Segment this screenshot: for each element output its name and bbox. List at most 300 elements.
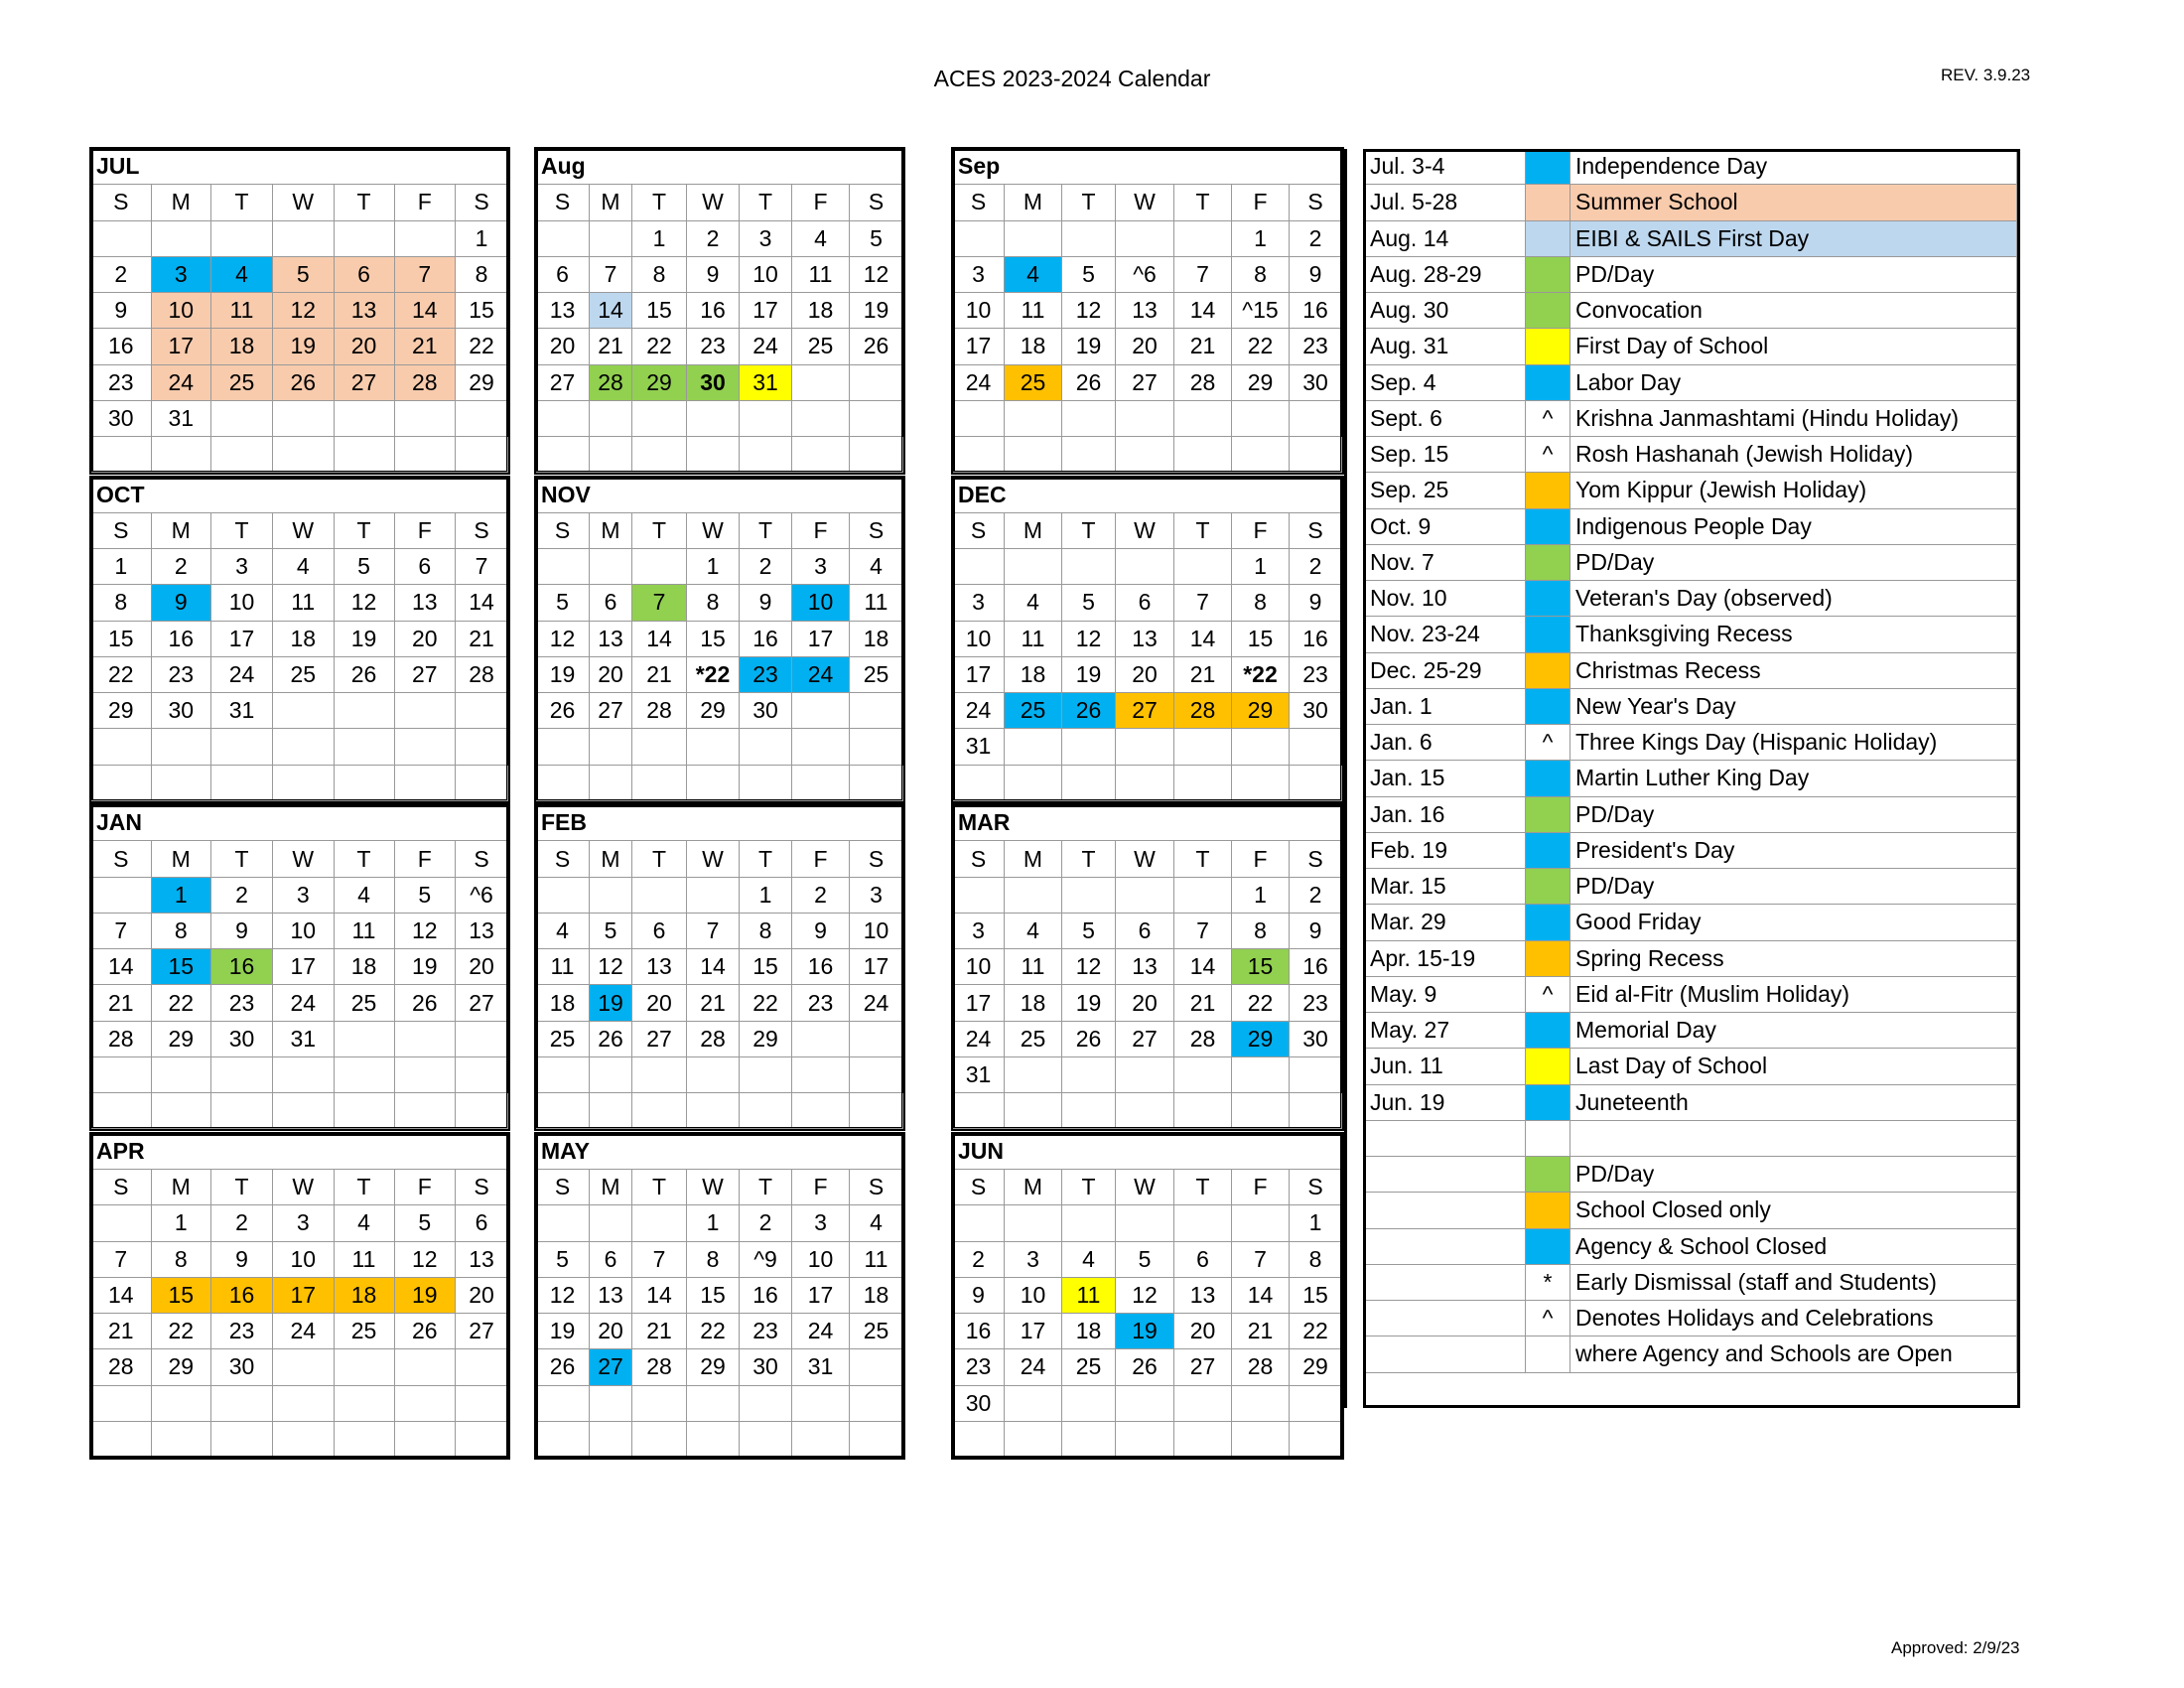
day-cell: 9 (953, 1278, 1005, 1314)
legend-date: Mar. 15 (1365, 869, 1526, 905)
day-cell: 29 (456, 365, 508, 401)
empty-cell (1005, 1422, 1062, 1458)
day-cell: 26 (850, 329, 903, 364)
day-cell: 9 (1290, 585, 1342, 621)
weekday-header: M (152, 841, 212, 877)
day-cell: ^15 (1232, 293, 1290, 329)
day-cell: 15 (456, 293, 508, 329)
empty-cell (91, 878, 152, 914)
day-cell: 5 (536, 1242, 590, 1278)
day-cell: 4 (536, 914, 590, 949)
weekday-header: W (273, 841, 335, 877)
day-cell: 24 (152, 365, 212, 401)
empty-cell (740, 1422, 792, 1458)
empty-cell (687, 1422, 740, 1458)
day-cell: 26 (395, 985, 457, 1021)
day-cell: 28 (395, 365, 457, 401)
day-cell: 16 (91, 329, 152, 364)
day-cell: 11 (211, 293, 273, 329)
day-cell: 18 (850, 1278, 903, 1314)
empty-cell (395, 1349, 457, 1385)
day-cell: 24 (850, 985, 903, 1021)
day-cell: 20 (1116, 329, 1174, 364)
day-cell: 21 (395, 329, 457, 364)
legend-date: Nov. 7 (1365, 545, 1526, 581)
day-cell: 1 (152, 1205, 212, 1241)
day-cell: 15 (152, 949, 212, 985)
day-cell: 2 (792, 878, 850, 914)
spacer-row (536, 1093, 903, 1129)
day-cell: 13 (590, 1278, 632, 1314)
day-cell: 2 (1290, 878, 1342, 914)
empty-cell (536, 1205, 590, 1241)
day-cell: 4 (850, 549, 903, 585)
day-cell: 9 (1290, 257, 1342, 293)
day-cell: 23 (792, 985, 850, 1021)
day-cell: 3 (273, 878, 335, 914)
spacer-row (953, 766, 1342, 801)
empty-cell (1116, 878, 1174, 914)
month-name: MAR (953, 805, 1342, 841)
day-cell: 13 (1174, 1278, 1232, 1314)
day-cell: 25 (1005, 1022, 1062, 1057)
month-name: MAY (536, 1134, 903, 1170)
day-cell: 28 (456, 657, 508, 693)
legend-date: Jan. 16 (1365, 797, 1526, 833)
day-cell: 9 (91, 293, 152, 329)
day-cell: 7 (590, 257, 632, 293)
legend-date: May. 27 (1365, 1013, 1526, 1049)
weekday-header: M (152, 1170, 212, 1205)
weekday-header: T (1062, 513, 1116, 549)
day-cell: 1 (1290, 1205, 1342, 1241)
spacer-row (536, 437, 903, 473)
empty-cell (687, 729, 740, 765)
day-cell: 15 (632, 293, 687, 329)
empty-cell (1232, 729, 1290, 765)
empty-cell (536, 401, 590, 437)
legend-date: Sept. 6 (1365, 401, 1526, 437)
day-cell: 17 (953, 657, 1005, 693)
empty-cell (1232, 1422, 1290, 1458)
empty-cell (335, 221, 395, 257)
day-cell: 20 (456, 949, 508, 985)
legend-color-swatch (1526, 1193, 1570, 1228)
day-cell: 23 (211, 985, 273, 1021)
day-cell: 31 (953, 1057, 1005, 1093)
day-cell: 31 (152, 401, 212, 437)
weekday-header: T (211, 513, 273, 549)
day-cell: 18 (850, 622, 903, 657)
weekday-header: M (590, 841, 632, 877)
day-cell: 29 (740, 1022, 792, 1057)
empty-cell (335, 1422, 395, 1458)
weekday-header: T (211, 1170, 273, 1205)
day-cell: 8 (1232, 257, 1290, 293)
day-cell: 8 (91, 585, 152, 621)
day-cell: 18 (273, 622, 335, 657)
empty-cell (953, 221, 1005, 257)
legend-color-swatch (1526, 1157, 1570, 1193)
spacer-row (91, 1093, 508, 1129)
weekday-header: S (91, 841, 152, 877)
month-name: JAN (91, 805, 508, 841)
empty-cell (273, 693, 335, 729)
day-cell: 20 (395, 622, 457, 657)
day-cell: 11 (850, 1242, 903, 1278)
empty-cell (536, 1422, 590, 1458)
empty-cell (335, 693, 395, 729)
legend-label: Indigenous People Day (1570, 509, 2017, 545)
day-cell: 8 (456, 257, 508, 293)
day-cell: 6 (1116, 585, 1174, 621)
day-cell: 27 (590, 693, 632, 729)
empty-cell (273, 1349, 335, 1385)
day-cell: 26 (1062, 693, 1116, 729)
weekday-header: S (850, 1170, 903, 1205)
empty-cell (792, 729, 850, 765)
day-cell: 5 (536, 585, 590, 621)
day-cell: 3 (152, 257, 212, 293)
day-cell: 5 (395, 878, 457, 914)
legend-label: Summer School (1570, 185, 2017, 220)
weekday-header: S (456, 185, 508, 220)
empty-cell (590, 1205, 632, 1241)
empty-cell (1005, 878, 1062, 914)
weekday-header: F (792, 841, 850, 877)
legend-date: Jul. 5-28 (1365, 185, 1526, 220)
weekday-header: F (792, 1170, 850, 1205)
empty-cell (536, 878, 590, 914)
day-cell: 1 (1232, 549, 1290, 585)
weekday-header: T (211, 185, 273, 220)
day-cell: 18 (536, 985, 590, 1021)
day-cell: 10 (273, 1242, 335, 1278)
empty-cell (1232, 1205, 1290, 1241)
weekday-header: W (273, 185, 335, 220)
weekday-header: W (687, 841, 740, 877)
day-cell: 9 (792, 914, 850, 949)
day-cell: 12 (850, 257, 903, 293)
empty-cell (152, 729, 212, 765)
day-cell: 3 (740, 221, 792, 257)
day-cell: 28 (1232, 1349, 1290, 1385)
legend-date (1365, 1301, 1526, 1336)
day-cell: 25 (1005, 365, 1062, 401)
day-cell: 11 (1062, 1278, 1116, 1314)
empty-cell (1005, 401, 1062, 437)
day-cell: 22 (687, 1314, 740, 1349)
empty-cell (590, 1386, 632, 1422)
empty-cell (590, 1422, 632, 1458)
spacer-row (91, 437, 508, 473)
empty-cell (1290, 1386, 1342, 1422)
empty-cell (590, 1057, 632, 1093)
weekday-header: W (687, 513, 740, 549)
day-cell: 8 (1232, 585, 1290, 621)
empty-cell (953, 1205, 1005, 1241)
empty-cell (211, 401, 273, 437)
day-cell: 14 (91, 1278, 152, 1314)
day-cell: 20 (632, 985, 687, 1021)
weekday-header: T (740, 841, 792, 877)
day-cell: 2 (152, 549, 212, 585)
day-cell: 21 (632, 657, 687, 693)
day-cell: 21 (590, 329, 632, 364)
empty-cell (152, 1057, 212, 1093)
day-cell: 22 (1232, 985, 1290, 1021)
day-cell: 7 (1174, 585, 1232, 621)
legend-color-swatch (1526, 365, 1570, 401)
day-cell: 1 (632, 221, 687, 257)
empty-cell (152, 221, 212, 257)
day-cell: 3 (953, 585, 1005, 621)
day-cell: 22 (91, 657, 152, 693)
legend-label: President's Day (1570, 833, 2017, 869)
day-cell: 27 (456, 1314, 508, 1349)
day-cell: 28 (632, 693, 687, 729)
day-cell: 20 (1116, 657, 1174, 693)
day-cell: 25 (273, 657, 335, 693)
day-cell: 2 (953, 1242, 1005, 1278)
day-cell: 10 (273, 914, 335, 949)
empty-cell (687, 878, 740, 914)
spacer-row (536, 766, 903, 801)
day-cell: 17 (211, 622, 273, 657)
spacer-row (953, 1093, 1342, 1129)
day-cell: 31 (953, 729, 1005, 765)
day-cell: 16 (953, 1314, 1005, 1349)
day-cell: 5 (1062, 914, 1116, 949)
legend-label (1570, 1121, 2017, 1157)
month-name: Aug (536, 149, 903, 185)
day-cell: 19 (395, 949, 457, 985)
day-cell: 31 (792, 1349, 850, 1385)
empty-cell (1174, 401, 1232, 437)
day-cell: 26 (1062, 365, 1116, 401)
empty-cell (953, 549, 1005, 585)
day-cell: 22 (740, 985, 792, 1021)
empty-cell (456, 693, 508, 729)
day-cell: 4 (211, 257, 273, 293)
day-cell: 1 (687, 549, 740, 585)
legend-label: PD/Day (1570, 257, 2017, 293)
weekday-header: T (632, 1170, 687, 1205)
day-cell: 12 (273, 293, 335, 329)
day-cell: 4 (335, 878, 395, 914)
day-cell: 2 (687, 221, 740, 257)
weekday-header: T (632, 513, 687, 549)
day-cell: 16 (740, 622, 792, 657)
weekday-header: F (395, 841, 457, 877)
day-cell: 12 (1116, 1278, 1174, 1314)
weekday-header: S (536, 841, 590, 877)
weekday-header: T (1174, 185, 1232, 220)
weekday-header: S (850, 841, 903, 877)
day-cell: 13 (456, 914, 508, 949)
day-cell: 5 (395, 1205, 457, 1241)
empty-cell (632, 1386, 687, 1422)
empty-cell (273, 1386, 335, 1422)
day-cell: 3 (792, 549, 850, 585)
empty-cell (395, 1022, 457, 1057)
day-cell: 16 (211, 1278, 273, 1314)
empty-cell (590, 221, 632, 257)
day-cell: 24 (273, 985, 335, 1021)
weekday-header: S (953, 513, 1005, 549)
day-cell: 13 (536, 293, 590, 329)
empty-cell (850, 1386, 903, 1422)
empty-cell (740, 1386, 792, 1422)
legend-label: Christmas Recess (1570, 653, 2017, 689)
empty-cell (632, 401, 687, 437)
legend-label: School Closed only (1570, 1193, 2017, 1228)
day-cell: 5 (850, 221, 903, 257)
day-cell: 13 (1116, 949, 1174, 985)
empty-cell (1062, 401, 1116, 437)
day-cell: 21 (1174, 329, 1232, 364)
day-cell: 8 (687, 585, 740, 621)
weekday-header: M (1005, 185, 1062, 220)
weekday-header: S (953, 185, 1005, 220)
empty-cell (740, 729, 792, 765)
day-cell: 1 (1232, 878, 1290, 914)
legend-label: Three Kings Day (Hispanic Holiday) (1570, 725, 2017, 761)
legend-label: PD/Day (1570, 1157, 2017, 1193)
empty-cell (1116, 1057, 1174, 1093)
legend-color-swatch (1526, 653, 1570, 689)
day-cell: 28 (1174, 1022, 1232, 1057)
empty-cell (1174, 1057, 1232, 1093)
day-cell: 7 (91, 1242, 152, 1278)
day-cell: 12 (1062, 622, 1116, 657)
day-cell: 29 (1232, 365, 1290, 401)
weekday-header: T (211, 841, 273, 877)
legend-label: EIBI & SAILS First Day (1570, 221, 2017, 257)
spacer-row (953, 437, 1342, 473)
day-cell: 23 (1290, 329, 1342, 364)
empty-cell (395, 1422, 457, 1458)
legend-marker: ^ (1526, 725, 1570, 761)
legend-marker: ^ (1526, 437, 1570, 473)
weekday-header: F (395, 185, 457, 220)
day-cell: 10 (792, 1242, 850, 1278)
day-cell: 28 (687, 1022, 740, 1057)
day-cell: 26 (395, 1314, 457, 1349)
month-name: NOV (536, 478, 903, 513)
empty-cell (1116, 549, 1174, 585)
day-cell: 29 (687, 1349, 740, 1385)
day-cell: 27 (1116, 1022, 1174, 1057)
day-cell: 12 (536, 1278, 590, 1314)
day-cell: 19 (850, 293, 903, 329)
weekday-header: W (273, 1170, 335, 1205)
weekday-header: S (536, 1170, 590, 1205)
day-cell: 5 (1062, 257, 1116, 293)
day-cell: 2 (91, 257, 152, 293)
empty-cell (1290, 1057, 1342, 1093)
day-cell: 1 (687, 1205, 740, 1241)
empty-cell (1062, 1422, 1116, 1458)
empty-cell (273, 1057, 335, 1093)
empty-cell (953, 878, 1005, 914)
day-cell: 7 (456, 549, 508, 585)
legend-label: Good Friday (1570, 905, 2017, 940)
column-divider (1363, 149, 1366, 1408)
day-cell: 4 (850, 1205, 903, 1241)
day-cell: 6 (1174, 1242, 1232, 1278)
legend-date: Aug. 30 (1365, 293, 1526, 329)
day-cell: 30 (91, 401, 152, 437)
day-cell: 4 (335, 1205, 395, 1241)
weekday-header: S (456, 841, 508, 877)
empty-cell (456, 729, 508, 765)
empty-cell (632, 878, 687, 914)
legend-color-swatch (1526, 581, 1570, 617)
legend-label: Juneteenth (1570, 1085, 2017, 1121)
legend-marker (1526, 1121, 1570, 1157)
weekday-header: M (152, 185, 212, 220)
empty-cell (395, 221, 457, 257)
weekday-header: F (792, 513, 850, 549)
legend-date: Sep. 25 (1365, 473, 1526, 508)
day-cell: 30 (1290, 365, 1342, 401)
empty-cell (91, 1422, 152, 1458)
empty-cell (456, 401, 508, 437)
day-cell: 29 (1232, 1022, 1290, 1057)
weekday-header: F (1232, 841, 1290, 877)
calendar-grid (91, 149, 2017, 1428)
day-cell: 17 (273, 949, 335, 985)
day-cell: 14 (1174, 622, 1232, 657)
legend-label: Labor Day (1570, 365, 2017, 401)
weekday-header: T (740, 185, 792, 220)
day-cell: 25 (1062, 1349, 1116, 1385)
weekday-header: T (335, 1170, 395, 1205)
day-cell: 25 (335, 1314, 395, 1349)
day-cell: 14 (91, 949, 152, 985)
legend-date: Aug. 28-29 (1365, 257, 1526, 293)
weekday-header: S (1290, 185, 1342, 220)
weekday-header: M (590, 185, 632, 220)
day-cell: 24 (792, 1314, 850, 1349)
day-cell: 11 (273, 585, 335, 621)
day-cell: 28 (590, 365, 632, 401)
day-cell: 16 (1290, 622, 1342, 657)
day-cell: 23 (91, 365, 152, 401)
weekday-header: W (1116, 513, 1174, 549)
empty-cell (1062, 1205, 1116, 1241)
legend-marker: ^ (1526, 1301, 1570, 1336)
month-name: FEB (536, 805, 903, 841)
day-cell: 19 (1062, 329, 1116, 364)
empty-cell (536, 729, 590, 765)
empty-cell (211, 221, 273, 257)
legend-date: May. 9 (1365, 977, 1526, 1013)
legend-label: Agency & School Closed (1570, 1229, 2017, 1265)
day-cell: 10 (211, 585, 273, 621)
empty-cell (1116, 1422, 1174, 1458)
day-cell: 23 (1290, 657, 1342, 693)
day-cell: 29 (632, 365, 687, 401)
empty-cell (1174, 729, 1232, 765)
day-cell: 7 (632, 1242, 687, 1278)
empty-cell (456, 1422, 508, 1458)
day-cell: 17 (1005, 1314, 1062, 1349)
weekday-header: M (1005, 1170, 1062, 1205)
legend-label: Independence Day (1570, 149, 2017, 185)
day-cell: 2 (1290, 549, 1342, 585)
